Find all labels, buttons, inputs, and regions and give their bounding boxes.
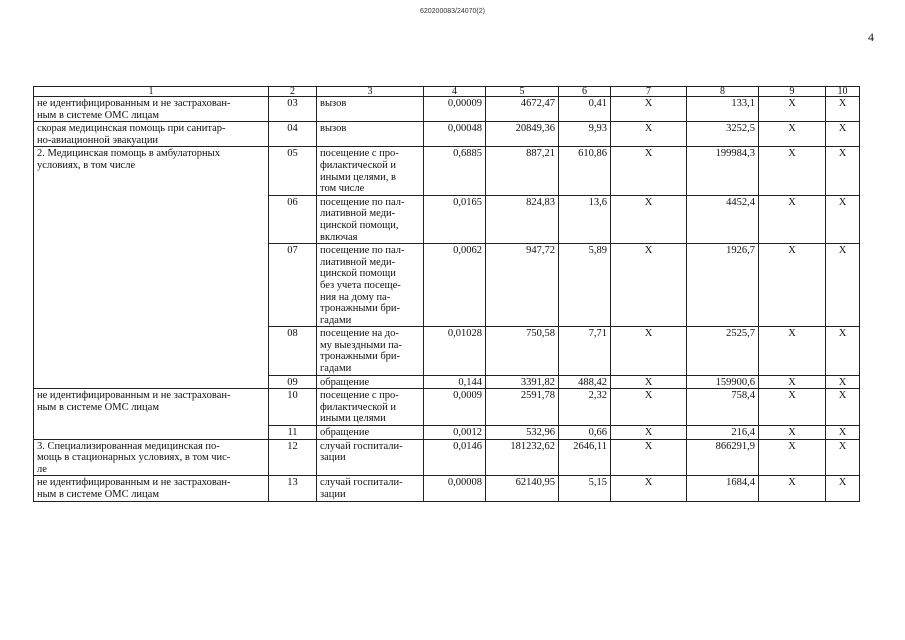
cell-mark: X [826, 389, 860, 426]
cost-norm: 4672,47 [486, 97, 559, 122]
per-capita-norm: 5,15 [559, 476, 611, 501]
per-capita-norm: 0,66 [559, 426, 611, 440]
cell-mark: X [759, 375, 826, 389]
volume-norm: 0,0146 [424, 439, 486, 476]
unit-of-measure: посещение с про- филактической и иными целями, в том числе [317, 147, 424, 195]
column-number: 2 [269, 87, 317, 97]
per-capita-norm: 5,89 [559, 244, 611, 327]
cell-mark: X [826, 439, 860, 476]
cell-mark: X [611, 389, 687, 426]
cell-mark: X [826, 327, 860, 375]
row-description: не идентифицированным и не застрахован- ным в системе ОМС лицам [34, 97, 269, 122]
cell-mark: X [759, 476, 826, 501]
volume-norm: 0,6885 [424, 147, 486, 195]
volume-norm: 0,00008 [424, 476, 486, 501]
cost-norm: 532,96 [486, 426, 559, 440]
column-number: 1 [34, 87, 269, 97]
row-code: 09 [269, 375, 317, 389]
cell-mark: X [759, 327, 826, 375]
row-code: 08 [269, 327, 317, 375]
volume-norm: 0,00048 [424, 122, 486, 147]
per-capita-norm: 0,41 [559, 97, 611, 122]
column-number: 3 [317, 87, 424, 97]
cost-norm: 3391,82 [486, 375, 559, 389]
volume-norm: 0,00009 [424, 97, 486, 122]
unit-of-measure: вызов [317, 97, 424, 122]
cell-mark: X [759, 122, 826, 147]
cost-norm: 181232,62 [486, 439, 559, 476]
row-description: 2. Медицинская помощь в амбулаторных условиях, в том числе [34, 147, 269, 389]
cost-norm: 20849,36 [486, 122, 559, 147]
column-number: 7 [611, 87, 687, 97]
cost-norm: 750,58 [486, 327, 559, 375]
table-row [34, 147, 860, 195]
unit-of-measure: случай госпитали- зации [317, 476, 424, 501]
cell-mark: X [611, 195, 687, 243]
row-code: 07 [269, 244, 317, 327]
page-number: 4 [868, 30, 874, 44]
cell-mark: X [826, 195, 860, 243]
cost-amount: 159900,6 [687, 375, 759, 389]
cell-mark: X [759, 97, 826, 122]
unit-of-measure: вызов [317, 122, 424, 147]
column-number: 5 [486, 87, 559, 97]
table-row [34, 476, 860, 501]
column-number-row [34, 87, 860, 97]
row-description: не идентифицированным и не застрахован- ным в системе ОМС лицам [34, 476, 269, 501]
cost-amount: 133,1 [687, 97, 759, 122]
cell-mark: X [611, 147, 687, 195]
per-capita-norm: 13,6 [559, 195, 611, 243]
cost-norm: 947,72 [486, 244, 559, 327]
cell-mark: X [826, 147, 860, 195]
volume-norm: 0,0009 [424, 389, 486, 426]
cell-mark: X [759, 147, 826, 195]
volume-norm: 0,0062 [424, 244, 486, 327]
column-number: 9 [759, 87, 826, 97]
document-code-header: 620200083/24070(2) [419, 8, 485, 15]
cell-mark: X [826, 97, 860, 122]
cost-amount: 1684,4 [687, 476, 759, 501]
unit-of-measure: обращение [317, 426, 424, 440]
unit-of-measure: посещение по пал- лиативной меди- цинской помощи без учета посеще- ния на дому па- тронажными бри- гадами [317, 244, 424, 327]
unit-of-measure: обращение [317, 375, 424, 389]
row-description: скорая медицинская помощь при санитар- но-авиационной эвакуации [34, 122, 269, 147]
cell-mark: X [611, 439, 687, 476]
cost-amount: 758,4 [687, 389, 759, 426]
cell-mark: X [759, 389, 826, 426]
unit-of-measure: посещение с про- филактической и иными целями [317, 389, 424, 426]
cost-amount: 4452,4 [687, 195, 759, 243]
per-capita-norm: 2646,11 [559, 439, 611, 476]
cost-norm: 824,83 [486, 195, 559, 243]
cost-amount: 866291,9 [687, 439, 759, 476]
row-code: 12 [269, 439, 317, 476]
row-code: 06 [269, 195, 317, 243]
column-number: 6 [559, 87, 611, 97]
row-description: 3. Специализированная медицинская по- мощь в стационарных условиях, в том чис- ле [34, 439, 269, 476]
per-capita-norm: 7,71 [559, 327, 611, 375]
cost-amount: 3252,5 [687, 122, 759, 147]
per-capita-norm: 488,42 [559, 375, 611, 389]
cost-norm: 887,21 [486, 147, 559, 195]
cost-norm: 62140,95 [486, 476, 559, 501]
column-number: 8 [687, 87, 759, 97]
cost-amount: 2525,7 [687, 327, 759, 375]
table-row [34, 439, 860, 476]
cell-mark: X [611, 327, 687, 375]
table-row [34, 389, 860, 426]
per-capita-norm: 2,32 [559, 389, 611, 426]
cell-mark: X [759, 195, 826, 243]
column-number: 4 [424, 87, 486, 97]
cell-mark: X [826, 244, 860, 327]
cell-mark: X [611, 244, 687, 327]
unit-of-measure: посещение по пал- лиативной меди- цинской помощи, включая [317, 195, 424, 243]
cell-mark: X [611, 97, 687, 122]
medical-care-norms-table [33, 86, 860, 502]
cell-mark: X [759, 426, 826, 440]
per-capita-norm: 610,86 [559, 147, 611, 195]
cost-amount: 216,4 [687, 426, 759, 440]
table-row [34, 122, 860, 147]
cell-mark: X [826, 476, 860, 501]
row-code: 04 [269, 122, 317, 147]
row-code: 11 [269, 426, 317, 440]
cell-mark: X [759, 244, 826, 327]
volume-norm: 0,01028 [424, 327, 486, 375]
cost-norm: 2591,78 [486, 389, 559, 426]
cost-amount: 1926,7 [687, 244, 759, 327]
per-capita-norm: 9,93 [559, 122, 611, 147]
row-code: 03 [269, 97, 317, 122]
row-code: 13 [269, 476, 317, 501]
cell-mark: X [759, 439, 826, 476]
cell-mark: X [611, 375, 687, 389]
cell-mark: X [826, 122, 860, 147]
cell-mark: X [611, 426, 687, 440]
row-code: 10 [269, 389, 317, 426]
cell-mark: X [826, 426, 860, 440]
cell-mark: X [826, 375, 860, 389]
row-description: не идентифицированным и не застрахован- ным в системе ОМС лицам [34, 389, 269, 439]
cell-mark: X [611, 476, 687, 501]
table-row [34, 97, 860, 122]
volume-norm: 0,0165 [424, 195, 486, 243]
cell-mark: X [611, 122, 687, 147]
row-code: 05 [269, 147, 317, 195]
volume-norm: 0,144 [424, 375, 486, 389]
column-number: 10 [826, 87, 860, 97]
cost-amount: 199984,3 [687, 147, 759, 195]
unit-of-measure: случай госпитали- зации [317, 439, 424, 476]
unit-of-measure: посещение на до- му выездными па- тронажными бри- гадами [317, 327, 424, 375]
volume-norm: 0,0012 [424, 426, 486, 440]
